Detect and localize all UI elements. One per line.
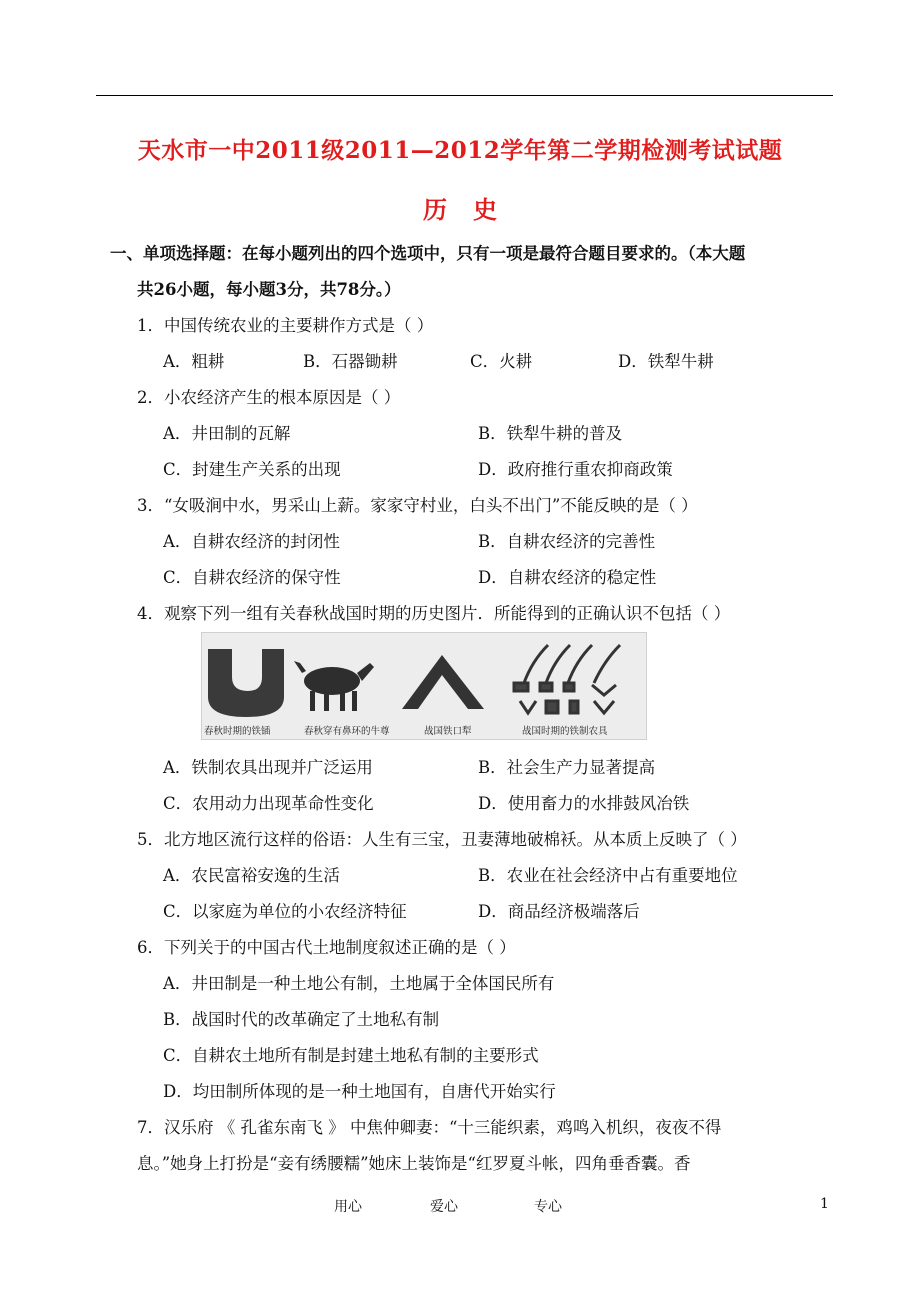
iron-plow-image (402, 655, 484, 709)
question-6-option-c: C．自耕农土地所有制是封建土地私有制的主要形式 (163, 1046, 539, 1065)
question-3-option-d: D．自耕农经济的稳定性 (478, 568, 657, 587)
question-3-option-b: B．自耕农经济的完善性 (478, 532, 656, 551)
question-7-stem-cont: 息。”她身上打扮是“妾有绣腰糯”她床上装饰是“红罗夏斗帐，四角垂香囊。香 (137, 1154, 691, 1173)
question-6-stem: 6．下列关于的中国古代土地制度叙述正确的是（ ） (137, 938, 516, 957)
question-3-option-c: C．自耕农经济的保守性 (163, 568, 341, 587)
question-1-option-d: D．铁犁牛耕 (618, 352, 714, 371)
question-5-option-a: A．农民富裕安逸的生活 (163, 866, 340, 885)
ox-zun-image (294, 661, 374, 711)
question-3-option-a: A．自耕农经济的封闭性 (163, 532, 340, 551)
question-7-stem: 7．汉乐府 《 孔雀东南飞 》 中焦仲卿妻：“十三能织素，鸡鸣入机织，夜夜不得 (137, 1118, 722, 1137)
footer-word-1: 用心 (334, 1199, 362, 1215)
question-1-option-c: C．火耕 (470, 352, 533, 371)
header-rule (96, 95, 833, 96)
question-6-option-b: B．战国时代的改革确定了土地私有制 (163, 1010, 440, 1029)
question-4-option-b: B．社会生产力显著提高 (478, 758, 656, 777)
question-6-option-d: D．均田制所体现的是一种土地国有，自唐代开始实行 (163, 1082, 556, 1101)
exam-title: 天水市一中2011级2011—2012学年第二学期检测考试试题 (137, 137, 783, 164)
question-4-stem: 4．观察下列一组有关春秋战国时期的历史图片．所能得到的正确认识不包括（ ） (137, 604, 731, 623)
question-1-option-b: B．石器锄耕 (303, 352, 398, 371)
section-heading: 一、单项选择题：在每小题列出的四个选项中，只有一项是最符合题目要求的。（本大题 (110, 244, 746, 263)
figure-caption-4: 战国时期的铁制农具 (522, 726, 608, 737)
question-4-option-d: D．使用畜力的水排鼓风冶铁 (478, 794, 690, 813)
question-5-option-d: D．商品经济极端落后 (478, 902, 640, 921)
section-heading-cont: 共26小题，每小题3分，共78分。） (137, 280, 401, 299)
question-5-option-b: B．农业在社会经济中占有重要地位 (478, 866, 738, 885)
figure-caption-3: 战国铁口犁 (424, 726, 472, 737)
figure-caption-1: 春秋时期的铁锸 (204, 726, 271, 737)
question-2-option-a: A．井田制的瓦解 (163, 424, 291, 443)
question-2-option-b: B．铁犁牛耕的普及 (478, 424, 623, 443)
question-6-option-a: A．井田制是一种土地公有制，土地属于全体国民所有 (163, 974, 555, 993)
question-2-option-d: D．政府推行重农抑商政策 (478, 460, 673, 479)
question-2-option-c: C．封建生产关系的出现 (163, 460, 341, 479)
question-5-stem: 5．北方地区流行这样的俗语：人生有三宝，丑妻薄地破棉袄。从本质上反映了（ ） (137, 830, 747, 849)
question-3-stem: 3．“女吸涧中水，男采山上薪。家家守村业，白头不出门”不能反映的是（ ） (137, 496, 698, 515)
question-1-stem: 1．中国传统农业的主要耕作方式是（ ） (137, 316, 434, 335)
footer-word-3: 专心 (534, 1199, 562, 1215)
page-number: 1 (820, 1196, 829, 1212)
iron-spade-image (208, 649, 284, 717)
question-4-figure (201, 632, 647, 740)
question-4-option-c: C．农用动力出现革命性变化 (163, 794, 374, 813)
question-1-option-a: A．粗耕 (163, 352, 225, 371)
footer-word-2: 爱心 (430, 1199, 458, 1215)
iron-farm-tools-image (514, 645, 620, 713)
question-5-option-c: C．以家庭为单位的小农经济特征 (163, 902, 407, 921)
question-2-stem: 2．小农经济产生的根本原因是（ ） (137, 388, 401, 407)
question-4-option-a: A．铁制农具出现并广泛运用 (163, 758, 373, 777)
subject-title: 历史 (423, 195, 523, 224)
figure-caption-2: 春秋穿有鼻环的牛尊 (304, 726, 390, 737)
